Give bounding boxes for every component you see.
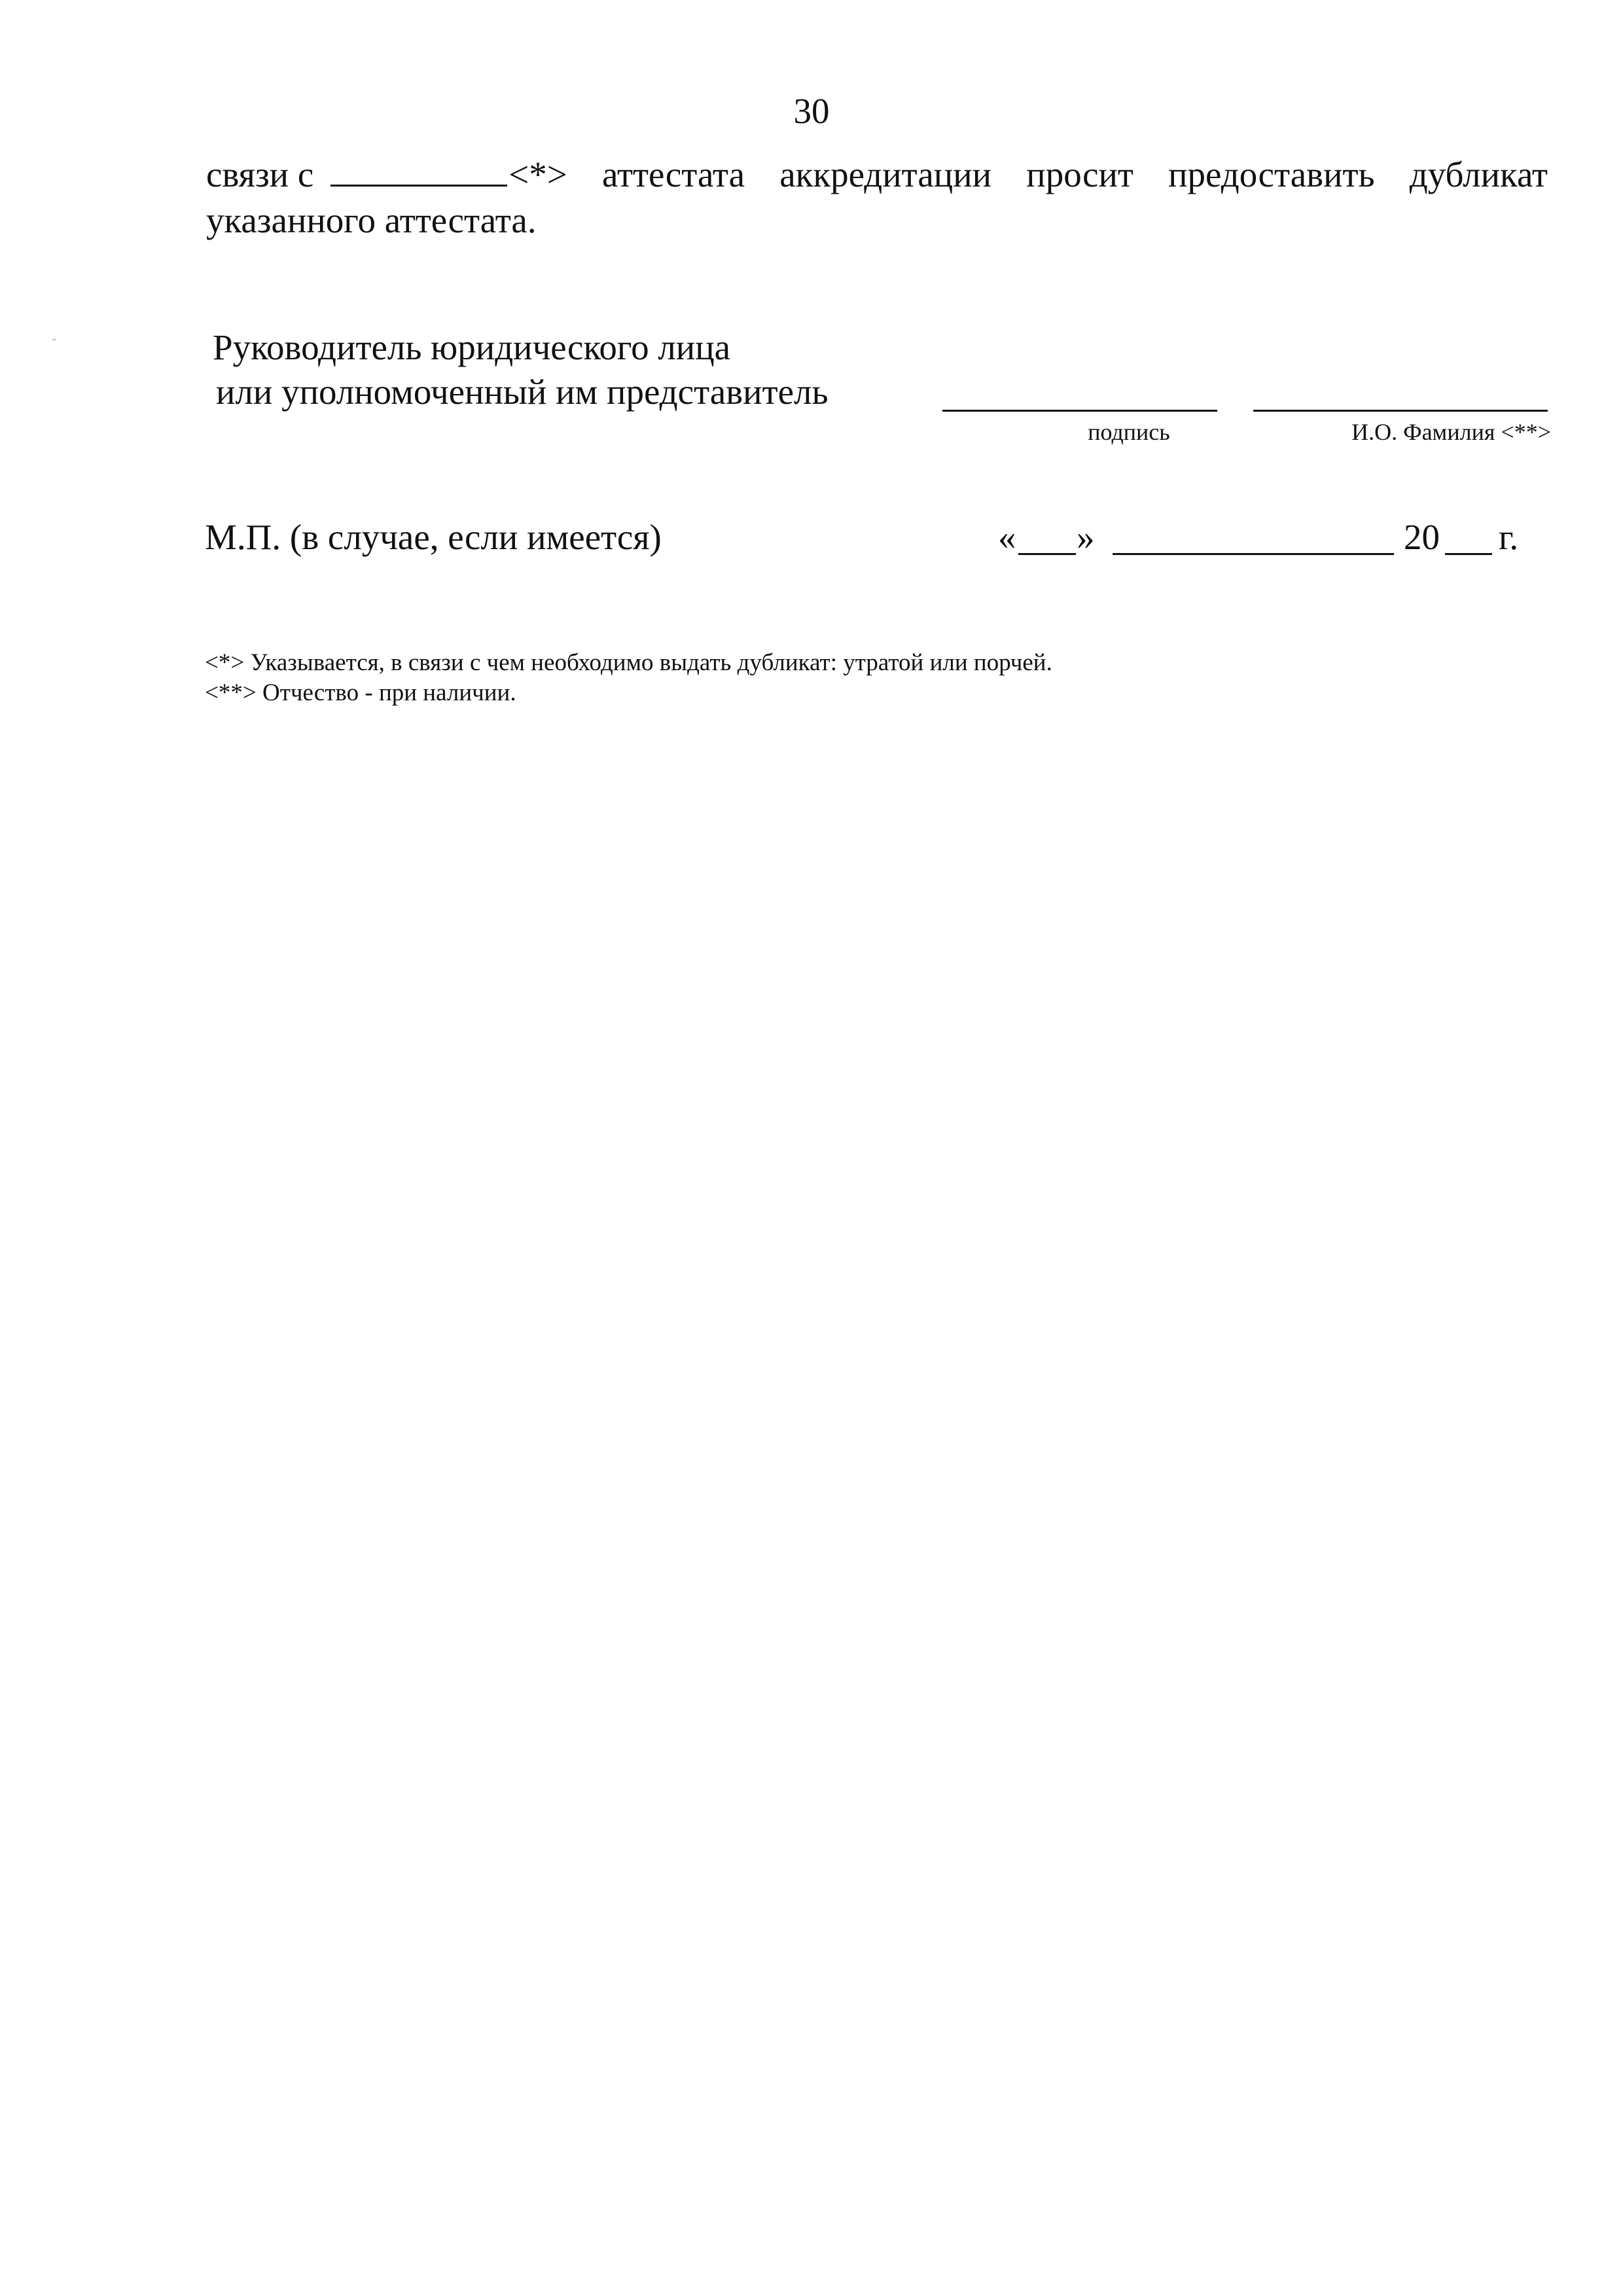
footnote-1: <*> Указывается, в связи с чем необходимо выдать дубликат: утратой или порчей.	[205, 649, 1052, 676]
date-year-blank[interactable]	[1445, 553, 1492, 555]
signature-blank-line[interactable]	[942, 410, 1217, 412]
line1-lead	[206, 154, 567, 195]
body-paragraph-line-1	[206, 154, 1548, 195]
name-caption: И.О. Фамилия <**>	[1351, 419, 1551, 445]
footnote-2: <**> Отчество - при наличии.	[205, 679, 516, 706]
date-quote-open: «	[998, 517, 1016, 557]
signatory-label-line-2: или уполномоченный им представитель	[216, 372, 829, 412]
body-paragraph-line-2: указанного аттестата.	[206, 200, 537, 240]
line1-start-text: связи с	[206, 154, 314, 194]
line1-word-1: аттестата	[601, 154, 745, 194]
line1-word-4: предоставить	[1168, 154, 1375, 194]
reason-blank-field[interactable]	[330, 156, 507, 187]
date-day-blank[interactable]	[1018, 553, 1076, 555]
date-quote-close: »	[1077, 517, 1095, 557]
date-year-suffix: г.	[1499, 517, 1519, 557]
date-year-prefix: 20	[1404, 517, 1440, 557]
stamp-label: М.П. (в случае, если имеется)	[205, 517, 662, 557]
footnote-marker-1: <*>	[508, 154, 567, 194]
line1-word-2: аккредитации	[779, 154, 992, 194]
line1-word-5: дубликат	[1409, 154, 1548, 194]
date-month-blank[interactable]	[1113, 553, 1394, 555]
signature-caption: подпись	[1088, 419, 1170, 445]
scan-artifact	[52, 339, 56, 340]
signatory-label-line-1: Руководитель юридического лица	[213, 327, 731, 367]
line1-word-3: просит	[1026, 154, 1133, 194]
page-number: 30	[793, 91, 830, 131]
name-blank-line[interactable]	[1253, 410, 1548, 412]
